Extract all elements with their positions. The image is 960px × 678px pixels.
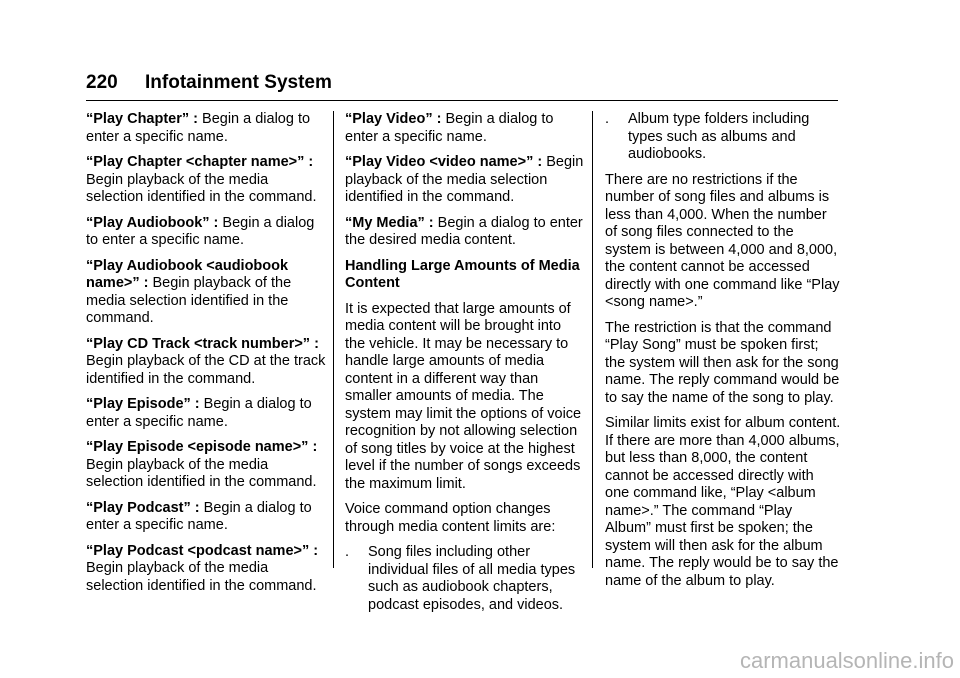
command-entry xyxy=(345,215,585,250)
bullet-list xyxy=(345,544,585,614)
command-term: “Play Podcast <podcast name>” : xyxy=(86,542,319,559)
command-term: “Play Episode <episode name>” : xyxy=(86,439,318,455)
command-entry xyxy=(86,111,326,146)
command-description: Begin a dialog to enter a specific name. xyxy=(345,111,554,145)
command-description: Begin playback of the CD at the track identified in the command. xyxy=(86,353,326,387)
body-paragraph: It is expected that large amounts of media content will be brought into the vehicle. It may be necessary to handle large amounts of media content in a different way than smaller amounts of media. The system may limit the options of voice recognition by not allowing selection of song titles by voice at the highest level if the number of songs exceeds the maximum limit. xyxy=(345,300,582,492)
command-description: Begin a dialog to enter a specific name. xyxy=(86,499,312,533)
command-term: “Play Chapter <chapter name>” : xyxy=(86,154,314,170)
watermark: carmanualsonline.info xyxy=(739,648,954,673)
bullet-icon: . xyxy=(345,544,350,560)
command-description: Begin playback of the media selection identified in the command. xyxy=(86,560,317,594)
command-term: “Play Podcast” : xyxy=(86,499,200,516)
bullet-list xyxy=(605,111,841,164)
command-entry xyxy=(345,111,585,146)
page-header xyxy=(86,70,838,101)
command-entry xyxy=(86,543,326,596)
command-description: Begin a dialog to enter a specific name. xyxy=(86,396,312,430)
command-term: “Play CD Track <track number>” : xyxy=(86,335,319,352)
page-number: 220 xyxy=(86,72,118,93)
list-item xyxy=(345,544,585,614)
section-title: Infotainment System xyxy=(145,72,332,93)
body-paragraph: Voice command option changes through media content limits are: xyxy=(345,501,556,535)
body-paragraph: Similar limits exist for album content. If there are more than 4,000 albums, but less than 8,000, the content cannot be accessed directly with one command like, “Play <album name>.” The command “Play Album” must first be spoken; the system will then ask for the album name. The reply would be to say the name of the album to play. xyxy=(605,415,841,589)
command-entry xyxy=(86,396,326,431)
command-term: “Play Chapter” : xyxy=(86,111,198,127)
command-description: Begin playback of the media selection identified in the command. xyxy=(86,275,292,326)
command-entry xyxy=(86,439,326,492)
column-2 xyxy=(345,111,585,622)
list-item-text: Song files including other individual files of all media types such as audiobook chapters, podcast episodes, and videos. xyxy=(368,544,576,613)
command-description: Begin a dialog to enter the desired media content. xyxy=(345,214,583,248)
command-entry xyxy=(86,215,326,250)
command-entry xyxy=(345,154,585,207)
command-term: “Play Video <video name>” : xyxy=(345,154,543,170)
column-divider xyxy=(592,111,593,568)
body-paragraph: There are no restrictions if the number of song files and albums is less than 4,000. When the number of song files connected to the system is between 4,000 and 8,000, the content cannot be accessed directly with one command like “Play <song name>.” xyxy=(605,171,840,310)
command-description: Begin a dialog to enter a specific name. xyxy=(86,214,315,248)
column-divider xyxy=(333,111,334,568)
column-3 xyxy=(605,111,841,598)
command-entry xyxy=(86,258,326,328)
body-paragraph: The restriction is that the command “Play Song” must be spoken first; the system will then ask for the song name. The reply command would be to say the name of the song to play. xyxy=(605,319,840,406)
command-entry xyxy=(86,500,326,535)
command-entry xyxy=(86,154,326,207)
command-term: “Play Audiobook <audiobook name>” : xyxy=(86,257,289,291)
command-description: Begin a dialog to enter a specific name. xyxy=(86,111,311,145)
subsection-heading: Handling Large Amounts of Media Content xyxy=(345,257,580,291)
command-description: Begin playback of the media selection identified in the command. xyxy=(86,171,317,205)
command-term: “Play Video” : xyxy=(345,111,442,127)
column-1 xyxy=(86,111,326,603)
command-term: “Play Episode” : xyxy=(86,396,200,412)
command-entry xyxy=(86,336,326,389)
command-term: “My Media” : xyxy=(345,214,434,231)
bullet-icon: . xyxy=(605,111,610,127)
command-term: “Play Audiobook” : xyxy=(86,214,219,231)
list-item-text: Album type folders including types such as albums and audiobooks. xyxy=(628,111,810,162)
list-item xyxy=(605,111,841,164)
command-description: Begin playback of the media selection identified in the command. xyxy=(345,154,584,205)
command-description: Begin playback of the media selection identified in the command. xyxy=(86,456,317,490)
